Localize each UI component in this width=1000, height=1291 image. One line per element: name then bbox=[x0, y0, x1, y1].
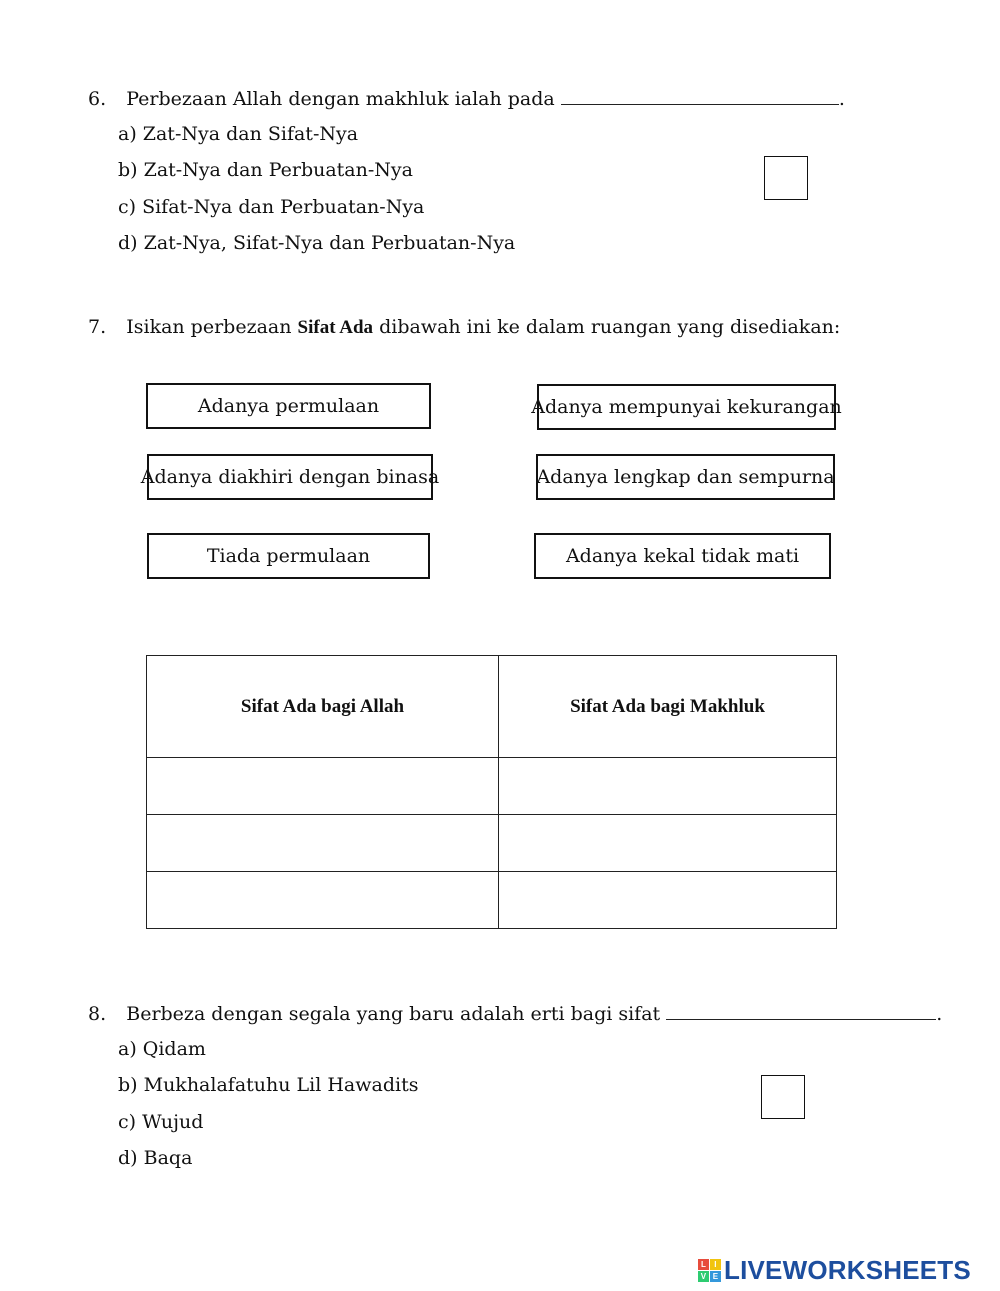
drop-cell[interactable] bbox=[147, 815, 499, 872]
question-text: Isikan perbezaan bbox=[126, 316, 292, 338]
period: . bbox=[838, 88, 845, 110]
drop-cell[interactable] bbox=[147, 758, 499, 815]
table-row bbox=[147, 758, 837, 815]
option-b: b) Zat-Nya dan Perbuatan-Nya bbox=[118, 159, 413, 181]
option-d: d) Zat-Nya, Sifat-Nya dan Perbuatan-Nya bbox=[118, 232, 516, 254]
answer-card[interactable]: Adanya mempunyai kekurangan bbox=[537, 384, 836, 430]
answer-card[interactable]: Tiada permulaan bbox=[147, 533, 430, 579]
question-number: 7. bbox=[88, 316, 107, 338]
question-text: Perbezaan Allah dengan makhluk ialah pada bbox=[126, 88, 555, 110]
question-text-rest: dibawah ini ke dalam ruangan yang disediakan: bbox=[379, 316, 841, 338]
table-row bbox=[147, 815, 837, 872]
period: . bbox=[936, 1003, 943, 1025]
option-a: a) Zat-Nya dan Sifat-Nya bbox=[118, 123, 359, 145]
question-7 bbox=[88, 315, 840, 340]
answer-card[interactable]: Adanya lengkap dan sempurna bbox=[536, 454, 835, 500]
answer-card[interactable]: Adanya kekal tidak mati bbox=[534, 533, 831, 579]
answer-box-q8[interactable] bbox=[761, 1075, 805, 1119]
option-d: d) Baqa bbox=[118, 1147, 193, 1169]
option-a: a) Qidam bbox=[118, 1038, 206, 1060]
table-row bbox=[147, 872, 837, 929]
answer-card[interactable]: Adanya diakhiri dengan binasa bbox=[147, 454, 433, 500]
option-c: c) Sifat-Nya dan Perbuatan-Nya bbox=[118, 196, 425, 218]
logo-letter: E bbox=[710, 1271, 721, 1282]
drop-cell[interactable] bbox=[147, 872, 499, 929]
drop-cell[interactable] bbox=[499, 872, 837, 929]
logo-letter: L bbox=[698, 1259, 709, 1270]
question-8 bbox=[88, 1001, 942, 1026]
option-b: b) Mukhalafatuhu Lil Hawadits bbox=[118, 1074, 419, 1096]
fill-in-blank[interactable] bbox=[561, 86, 839, 105]
question-number: 8. bbox=[88, 1003, 107, 1025]
liveworksheets-logo bbox=[698, 1256, 971, 1284]
logo-letter: V bbox=[698, 1271, 709, 1282]
answer-box-q6[interactable] bbox=[764, 156, 808, 200]
table-header-makhluk: Sifat Ada bagi Makhluk bbox=[499, 656, 837, 758]
question-number: 6. bbox=[88, 88, 107, 110]
logo-letter: I bbox=[710, 1259, 721, 1270]
table-header-allah: Sifat Ada bagi Allah bbox=[147, 656, 499, 758]
table-header-row bbox=[147, 656, 837, 758]
answer-table bbox=[146, 655, 837, 929]
drop-cell[interactable] bbox=[499, 758, 837, 815]
fill-in-blank[interactable] bbox=[666, 1001, 936, 1020]
question-text: Berbeza dengan segala yang baru adalah erti bagi sifat bbox=[126, 1003, 661, 1025]
logo-mark-icon bbox=[698, 1259, 721, 1282]
drop-cell[interactable] bbox=[499, 815, 837, 872]
question-keyword: Sifat Ada bbox=[297, 317, 374, 338]
option-c: c) Wujud bbox=[118, 1111, 204, 1133]
logo-text: LIVEWORKSHEETS bbox=[724, 1254, 971, 1285]
answer-card[interactable]: Adanya permulaan bbox=[146, 383, 431, 429]
question-6 bbox=[88, 86, 845, 111]
